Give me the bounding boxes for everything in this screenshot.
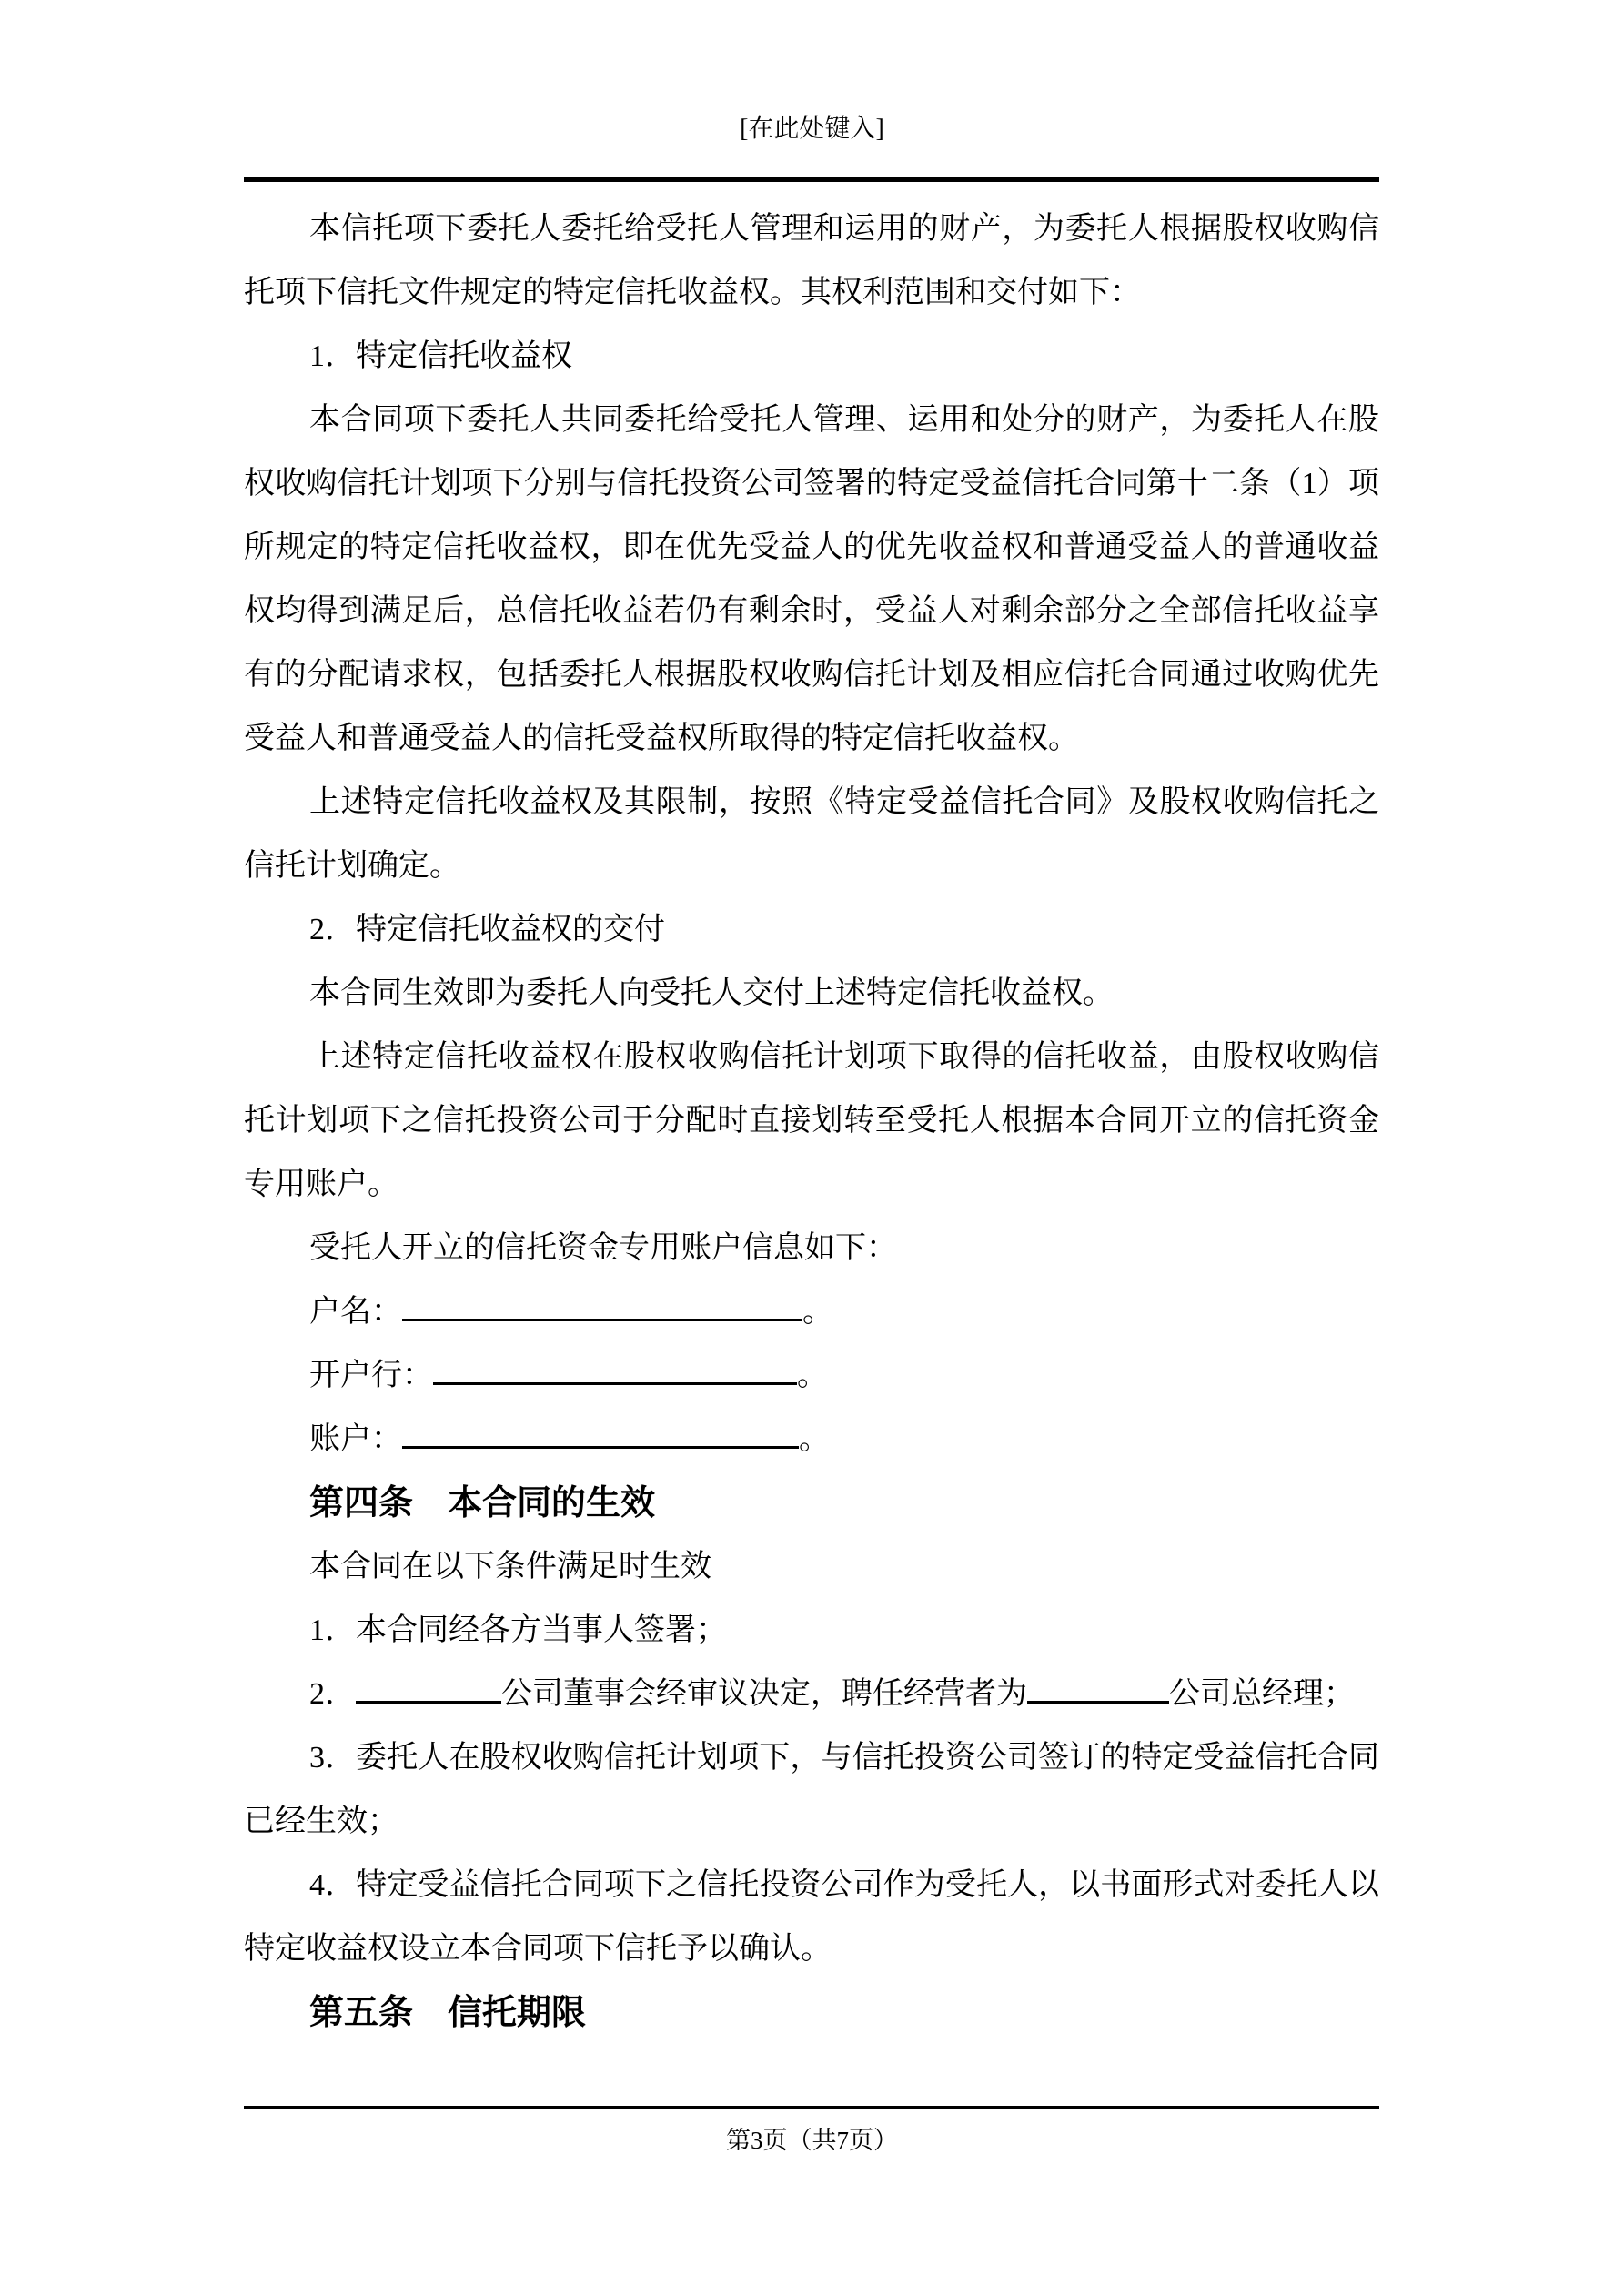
- page-footer: [0, 2122, 1624, 2159]
- field-line-bank-name: [244, 1344, 1379, 1408]
- page-header: [0, 111, 1624, 147]
- condition-3-trust-contract-effective: 3．委托人在股权收购信托计划项下，与信托投资公司签订的特定受益信托合同已经生效；: [244, 1741, 1379, 1838]
- condition-2-board-resolution: [244, 1663, 1379, 1726]
- item-1-specific-trust-benefit-right: 1．特定信托收益权: [309, 339, 572, 373]
- field-line-account-number: [244, 1408, 1379, 1472]
- account-number-blank-field[interactable]: [402, 1419, 799, 1449]
- paragraph-account-info-intro: 受托人开立的信托资金专用账户信息如下：: [309, 1231, 897, 1265]
- bank-name-blank-field[interactable]: [433, 1355, 797, 1385]
- field-label-bank-name: 开户行：: [309, 1359, 433, 1392]
- field-label-account-number: 账户：: [309, 1422, 402, 1456]
- field-suffix-account-number: 。: [799, 1422, 830, 1456]
- condition-4-written-confirmation: 4．特定受益信托合同项下之信托投资公司作为受托人，以书面形式对委托人以特定收益权设立本合同项下信托予以确认。: [244, 1868, 1379, 1966]
- field-suffix-account-name: 。: [802, 1295, 833, 1329]
- paragraph-income-transfer: 上述特定信托收益权在股权收购信托计划项下取得的信托收益，由股权收购信托计划项下之信托投资公司于分配时直接划转至受托人根据本合同开立的信托资金专用账户。: [244, 1040, 1379, 1201]
- paragraph-benefit-right-limits: 上述特定信托收益权及其限制，按照《特定受益信托合同》及股权收购信托之信托计划确定。: [244, 785, 1379, 883]
- condition-2-suffix: 公司总经理；: [1169, 1677, 1355, 1711]
- article-5-heading: 第五条 信托期限: [309, 1994, 587, 2032]
- article-4-heading: 第四条 本合同的生效: [309, 1484, 656, 1522]
- field-line-account-name: [244, 1280, 1379, 1344]
- footer-rule: [244, 2106, 1379, 2109]
- paragraph-benefit-right-definition: 本合同项下委托人共同委托给受托人管理、运用和处分的财产，为委托人在股权收购信托计划项下分别与信托投资公司签署的特定受益信托合同第十二条（1）项所规定的特定信托收益权，即在优先受益人的优先收益权和普通受益人的普通收益权均得到满足后，总信托收益若仍有剩余时，受益人对剩余部分之全部信托收益享有的分配请求权，包括委托人根据股权收购信托计划及相应信托合同通过收购优先受益人和普通受益人的信托受益权所取得的特定信托收益权。: [244, 403, 1379, 755]
- field-label-account-name: 户名：: [309, 1295, 402, 1329]
- condition-1-signed-by-parties: 1．本合同经各方当事人签署；: [309, 1613, 727, 1647]
- item-2-benefit-right-delivery: 2．特定信托收益权的交付: [309, 913, 665, 946]
- header-type-here-placeholder[interactable]: [在此处键入]: [740, 115, 884, 143]
- paragraph-trust-property: 本信托项下委托人委托给受托人管理和运用的财产，为委托人根据股权收购信托项下信托文件规定的特定信托收益权。其权利范围和交付如下：: [244, 212, 1379, 309]
- account-name-blank-field[interactable]: [402, 1291, 802, 1321]
- condition-2-middle-text: 公司董事会经审议决定，聘任经营者为: [501, 1677, 1027, 1711]
- company-name-blank-field[interactable]: [356, 1674, 501, 1704]
- manager-company-blank-field[interactable]: [1027, 1674, 1169, 1704]
- header-rule: [244, 177, 1379, 182]
- paragraph-effectiveness-conditions-intro: 本合同在以下条件满足时生效: [309, 1550, 711, 1583]
- condition-2-prefix: 2．: [309, 1677, 356, 1711]
- page-number-label: 第3页（共7页）: [726, 2127, 898, 2154]
- document-body: [244, 197, 1379, 2045]
- field-suffix-bank-name: 。: [797, 1359, 828, 1392]
- paragraph-delivery-on-effect: 本合同生效即为委托人向受托人交付上述特定信托收益权。: [309, 976, 1114, 1010]
